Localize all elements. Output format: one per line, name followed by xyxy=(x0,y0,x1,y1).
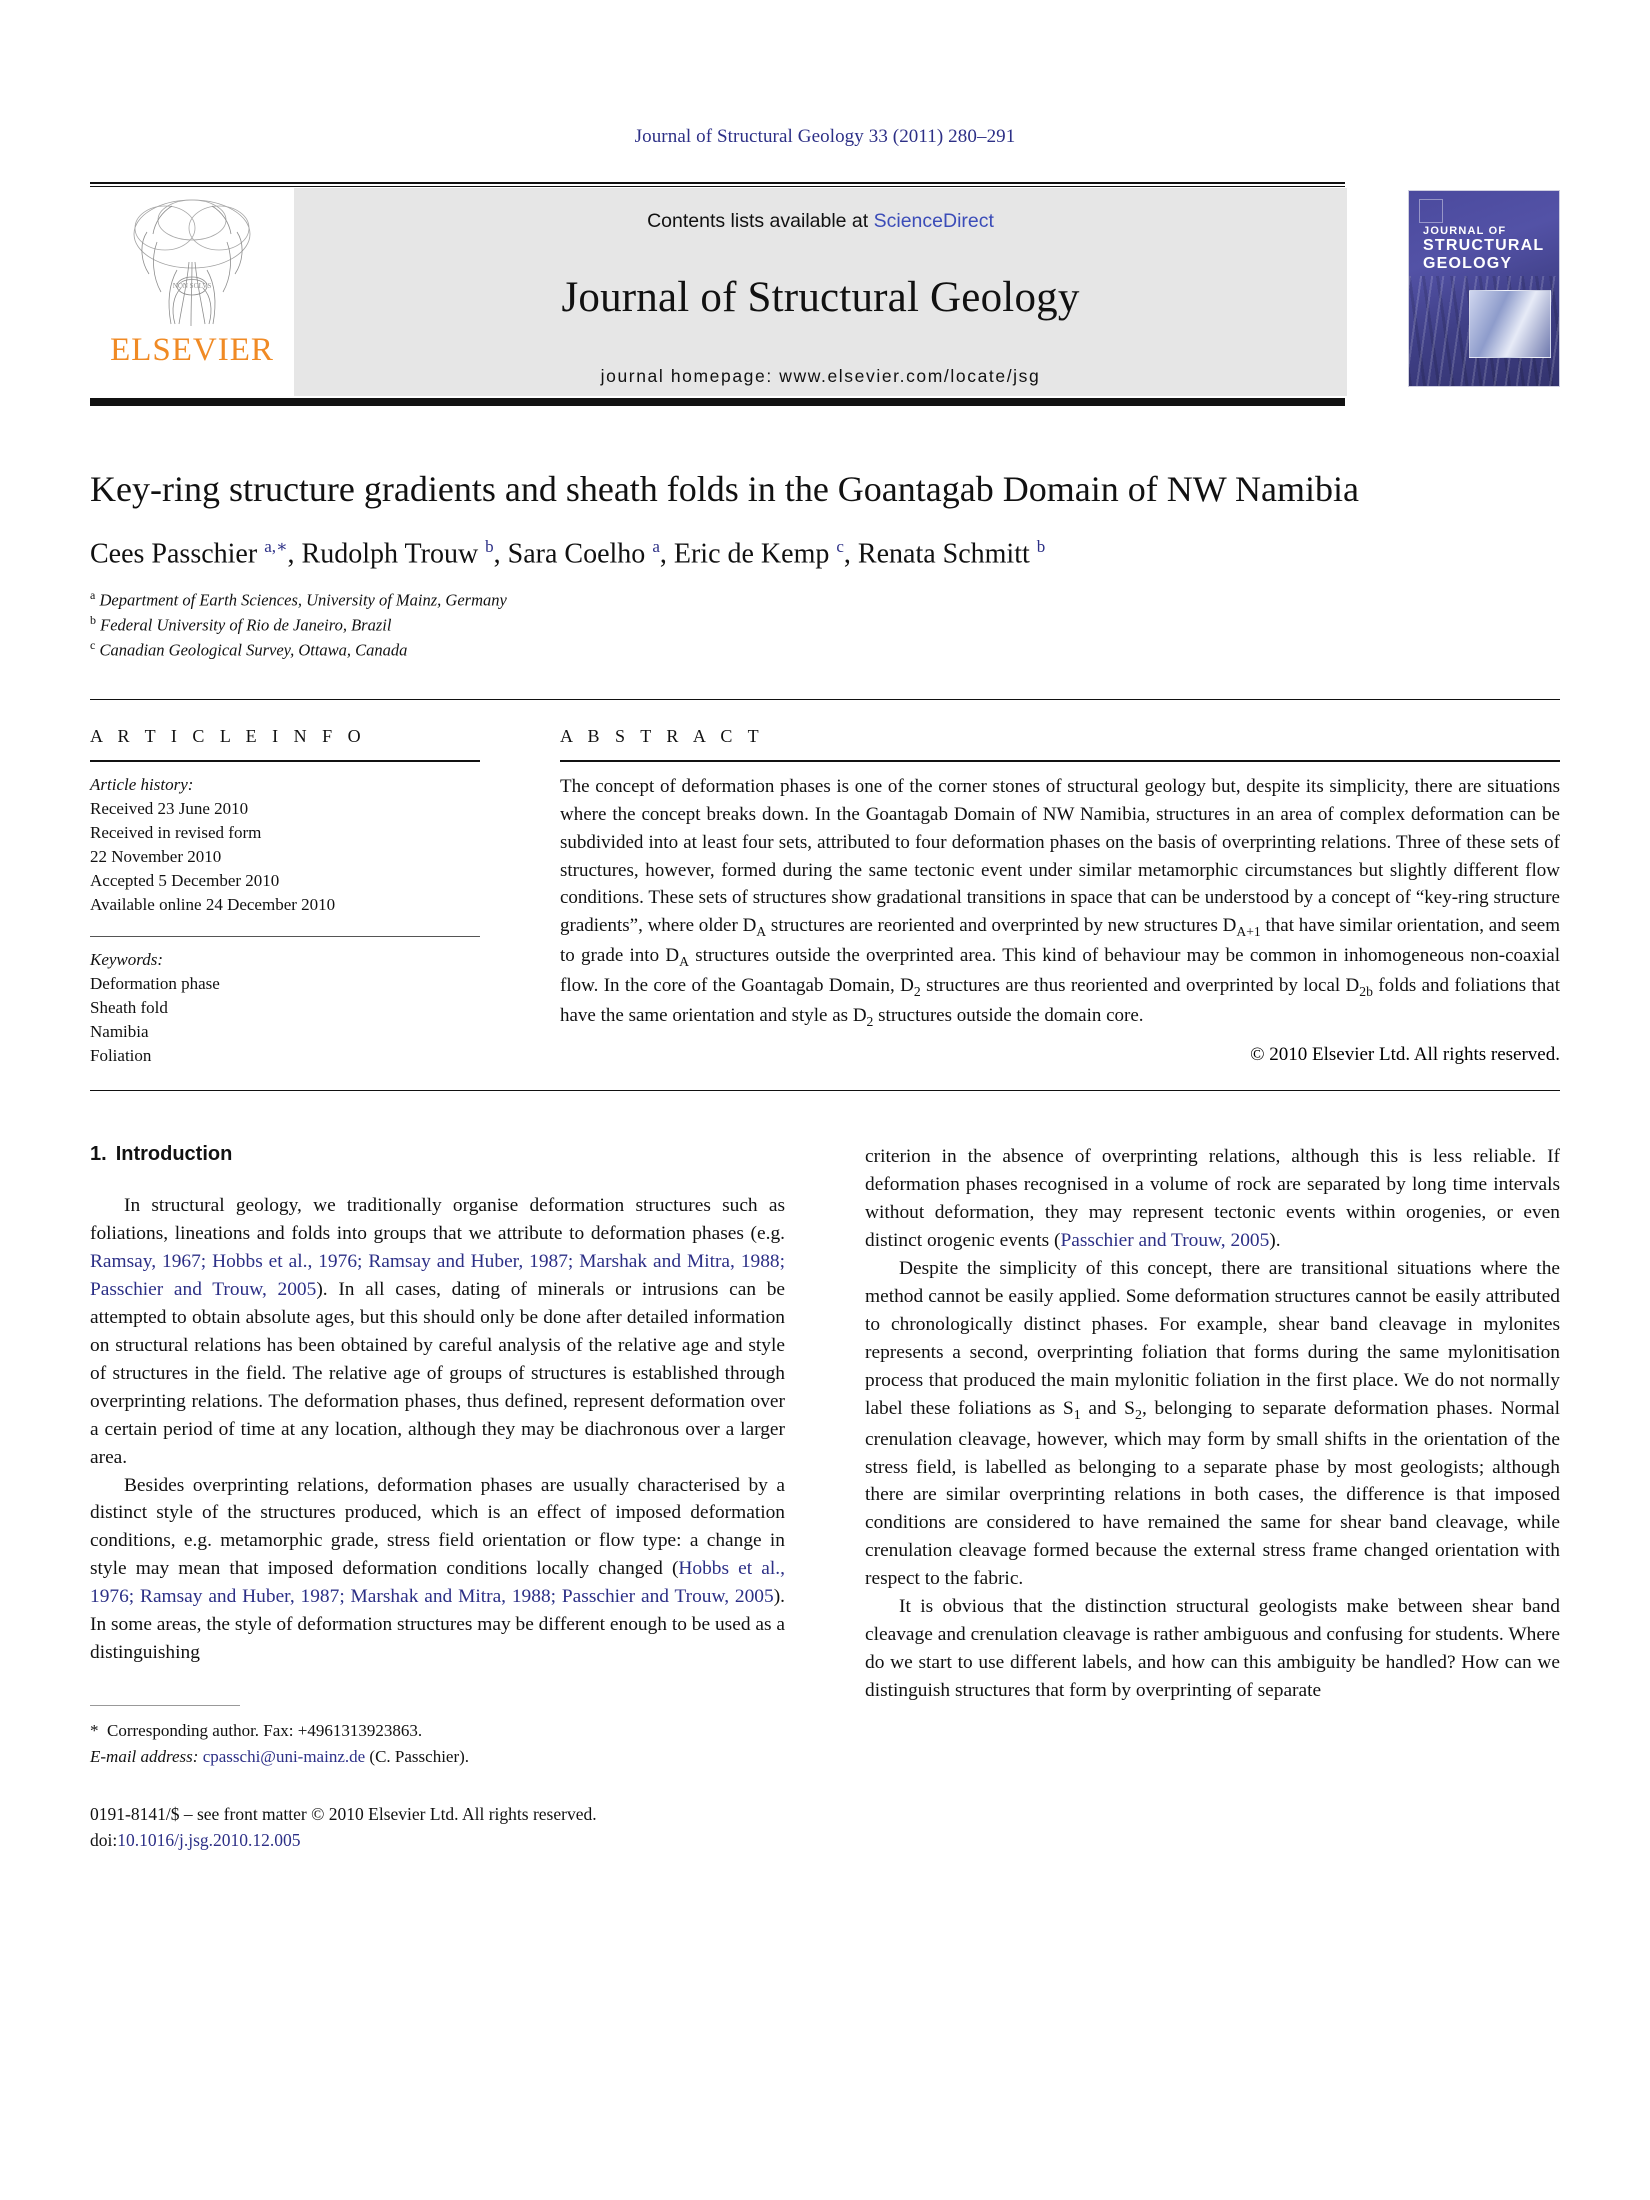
abstract-rule xyxy=(560,760,1560,762)
journal-masthead xyxy=(90,188,1560,396)
journal-title: Journal of Structural Geology xyxy=(561,274,1080,321)
paragraph: Besides overprinting relations, deformation phases are usually characterised by a distinct style of the structures produced, which is an effect of imposed deformation conditions, e.g. metamorphic grade, stress field orientation or flow type: a change in style may mean that imposed deformation conditions locally changed (Hobbs et al., 1976; Ramsay and Huber, 1987; Marshak and Mitra, 1988; Passchier and Trouw, 2005). In some areas, the style of deformation structures may be different enough to be used as a distinguishing xyxy=(90,1474,785,1664)
email-note: E-mail address: cpasschi@uni-mainz.de (C. Passchier). xyxy=(90,1746,470,1766)
affiliation-mark: a xyxy=(90,587,96,602)
article-history-item: Accepted 5 December 2010 xyxy=(90,871,280,891)
article-info-column xyxy=(90,726,480,1068)
affiliation-list xyxy=(90,587,1560,663)
body-column-right xyxy=(865,1143,1560,1853)
cover-title-line-3: GEOLOGY xyxy=(1423,255,1513,273)
paragraph: It is obvious that the distinction structural geologists make between shear band cleavage and crenulation cleavage is rather ambiguous and confusing for students. Where do we start to use different labels, and how can this ambiguity be handled? How can we distinguish structures that form by overprinting of separate xyxy=(865,1596,1560,1702)
article-history-item: Received in revised form xyxy=(90,823,262,843)
footnote-rule xyxy=(90,1705,240,1706)
affiliation-item xyxy=(90,612,1560,637)
info-top-rule xyxy=(90,699,1560,700)
affiliation-text: Department of Earth Sciences, University of Mainz, Germany xyxy=(99,590,507,610)
body-column-left xyxy=(90,1143,785,1853)
affiliation-mark: b xyxy=(90,612,96,627)
cover-inset-photo xyxy=(1469,290,1551,358)
section-title: Introduction xyxy=(115,1143,233,1166)
sciencedirect-link[interactable]: ScienceDirect xyxy=(873,210,994,232)
column-gutter xyxy=(480,726,560,1068)
keyword-item: Namibia xyxy=(90,1021,149,1041)
author-list: Cees Passchier $^{a,∗}$, Rudolph Trouw $^b$, Sara Coelho $^a$, Eric de Kemp $^c$, Renata Schmitt $^b$ xyxy=(90,537,1046,570)
title-block xyxy=(90,468,1560,663)
masthead-top-rule xyxy=(90,182,1345,187)
journal-band xyxy=(294,188,1347,396)
paragraph: In structural geology, we traditionally organise deformation structures such as foliations, lineations and folds into groups that we attribute to deformation phases (e.g. Ramsay, 1967; Hobbs et al., 1976; Ramsay and Huber, 1987; Marshak and Mitra, 1988; Passchier and Trouw, 2005). In all cases, dating of minerals or intrusions can be attempted to obtain absolute ages, but this should only be done after detailed information on structural relations has been obtained by careful analysis of the relative age and style of structures in the field. The relative age of groups of structures is established through overprinting relations. The deformation phases, thus defined, represent deformation over a certain period of time at any location, although they may be diachronous over a larger area. xyxy=(90,1195,785,1468)
affiliation-mark: c xyxy=(90,638,96,653)
abstract-column xyxy=(560,726,1560,1068)
section-number: 1. xyxy=(90,1143,107,1166)
article-history-label: Article history: xyxy=(90,774,194,794)
keywords-divider xyxy=(90,936,480,937)
article-history-item: Received 23 June 2010 xyxy=(90,798,249,818)
contents-prefix: Contents lists available at xyxy=(647,210,874,232)
cover-title-line-2: STRUCTURAL xyxy=(1423,237,1545,255)
abstract-bottom-rule xyxy=(90,1090,1560,1091)
body-columns xyxy=(90,1143,1560,1853)
cover-title-line-1: JOURNAL OF xyxy=(1423,225,1507,237)
info-abstract-section xyxy=(90,726,1560,1068)
front-matter-line: 0191-8141/$ – see front matter © 2010 Elsevier Ltd. All rights reserved. xyxy=(90,1804,597,1825)
affiliation-item xyxy=(90,637,1560,662)
running-head: Journal of Structural Geology 33 (2011) 280–291 xyxy=(634,126,1016,147)
doi-label: doi: xyxy=(90,1830,118,1851)
article-info-heading: A R T I C L E I N F O xyxy=(90,725,367,746)
keyword-item: Sheath fold xyxy=(90,997,168,1017)
abstract-copyright: © 2010 Elsevier Ltd. All rights reserved. xyxy=(1250,1044,1560,1066)
journal-cover-thumbnail xyxy=(1408,190,1560,387)
paragraph: Despite the simplicity of this concept, there are transitional situations where the method cannot be easily applied. Some deformation structures cannot be easily attributed to chronologically distinct phases. For example, shear band cleavage in mylonites represents a second, overprinting foliation that forms during the same mylonitisation process that produced the main mylonitic foliation in the first place. We do not normally label these foliations as $S_1$ and $S_2$, belonging to separate deformation phases. Normal crenulation cleavage, however, which may form by small shifts in the orientation of the stress field, is labelled as belonging to a separate phase by most geologists; although there are similar overprinting relations in both cases, the difference is that imposed conditions are considered to have remained the same for shear band cleavage, while crenulation cleavage formed because the external stress frame changed orientation with respect to the fabric. xyxy=(865,1257,1560,1590)
affiliation-item xyxy=(90,587,1560,612)
paragraph: criterion in the absence of overprinting relations, although this is less reliable. If deformation phases recognised in a volume of rock are separated by long time intervals without deformation, they may represent tectonic events within orogenies, or even distinct orogenic events (Passchier and Trouw, 2005). xyxy=(865,1146,1560,1251)
cover-elsevier-mark-icon xyxy=(1419,199,1443,223)
body-gutter xyxy=(785,1143,865,1853)
contents-list-line xyxy=(647,210,994,233)
front-matter-footer xyxy=(90,1801,785,1854)
article-history-item: Available online 24 December 2010 xyxy=(90,895,336,915)
page-title: Key-ring structure gradients and sheath folds in the Goantagab Domain of NW Namibia xyxy=(90,469,1359,509)
footnote-block xyxy=(90,1705,785,1769)
article-history-item: 22 November 2010 xyxy=(90,847,222,867)
elsevier-wordmark: ELSEVIER xyxy=(110,332,274,368)
abstract-body: The concept of deformation phases is one of the corner stones of structural geology but, despite its simplicity, there are situations where the concept breaks down. In the Goantagab Domain of NW Namibia, structures in an area of complex deformation can be subdivided into at least four sets, attributed to four deformation phases on the basis of overprinting relations. Three of these sets of structures, however, formed during the same tectonic event under similar metamorphic circumstances but slightly different flow conditions. These sets of structures show gradational transitions in space that can be understood by a concept of “key-ring structure gradients”, where older $D_A$ structures are reoriented and overprinted by new structures $D_{A+1}$ that have similar orientation, and seem to grade into $D_A$ structures outside the overprinted area. This kind of behaviour may be common in inhomogeneous non-coaxial flow. In the core of the Goantagab Domain, $D_2$ structures are thus reoriented and overprinted by local $D_{2b}$ folds and foliations that have the same orientation and style as $D_2$ structures outside the domain core. xyxy=(560,775,1560,1029)
keyword-item: Deformation phase xyxy=(90,973,220,993)
affiliation-text: Canadian Geological Survey, Ottawa, Canada xyxy=(99,640,408,660)
elsevier-tree-icon xyxy=(117,192,267,332)
elsevier-logo xyxy=(90,188,294,396)
affiliation-text: Federal University of Rio de Janeiro, Brazil xyxy=(100,615,392,635)
keyword-item: Foliation xyxy=(90,1046,152,1066)
doi-line xyxy=(90,1827,785,1853)
doi-link[interactable]: 10.1016/j.jsg.2010.12.005 xyxy=(117,1830,301,1851)
masthead-bottom-rule xyxy=(90,398,1345,406)
corresponding-author-note: * Corresponding author. Fax: +4961313923863. xyxy=(90,1721,423,1741)
journal-homepage[interactable]: journal homepage: www.elsevier.com/locate/jsg xyxy=(600,366,1041,386)
cover-title xyxy=(1423,225,1544,273)
keywords-label: Keywords: xyxy=(90,949,164,969)
abstract-heading: A B S T R A C T xyxy=(560,725,765,746)
introduction-heading xyxy=(90,1143,785,1166)
svg-text:NON SOLVS: NON SOLVS xyxy=(172,282,212,290)
article-info-rule xyxy=(90,760,480,762)
